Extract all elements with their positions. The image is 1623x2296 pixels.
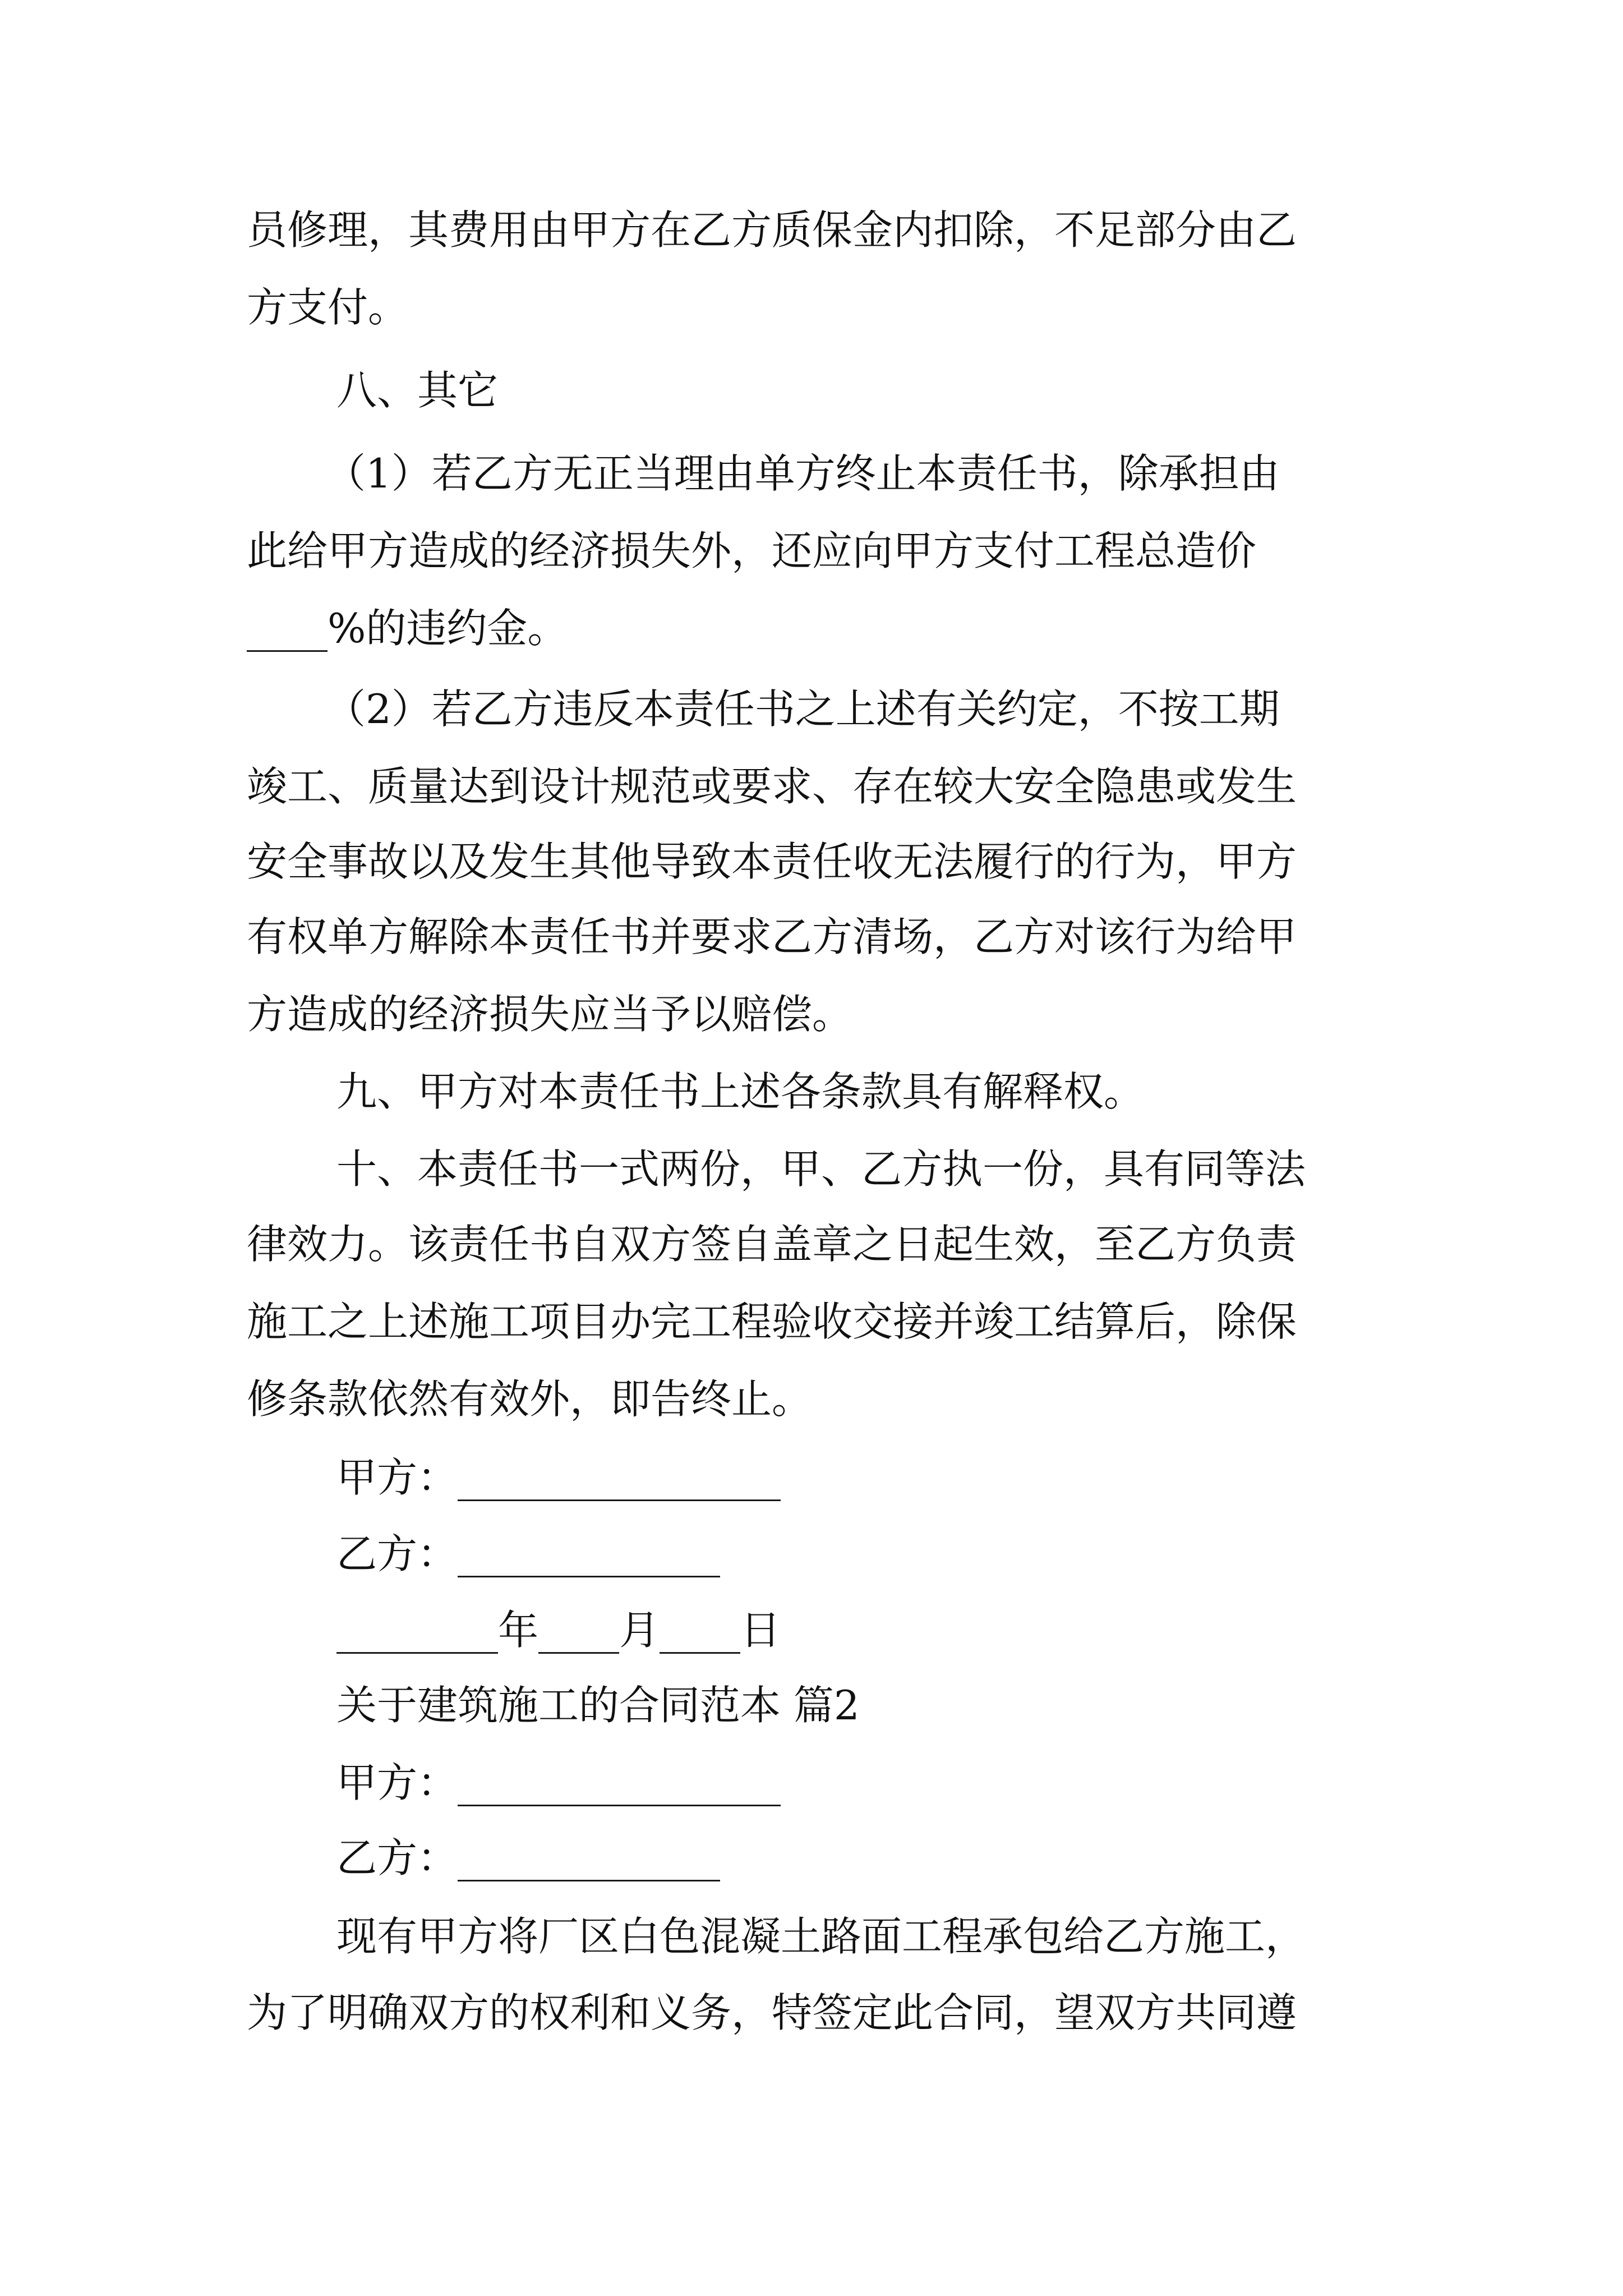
text-line: 十、本责任书一式两份，甲、乙方执一份，具有同等法 bbox=[336, 1145, 1306, 1193]
text-line: 施工之上述施工项目办完工程验收交接并竣工结算后，除保 bbox=[247, 1298, 1297, 1345]
section-title: 关于建筑施工的合同范本 篇2 bbox=[336, 1682, 860, 1729]
date-line: ________年____月____日 bbox=[336, 1607, 781, 1654]
text-line: 修条款依然有效外，即告终止。 bbox=[247, 1375, 813, 1423]
section-heading: 八、其它 bbox=[336, 367, 499, 414]
text-line: 有权单方解除本责任书并要求乙方清场，乙方对该行为给甲 bbox=[247, 913, 1297, 960]
text-line: （2）若乙方违反本责任书之上述有关约定，不按工期 bbox=[325, 685, 1280, 733]
text-line: 竣工、质量达到设计规范或要求、存在较大安全隐患或发生 bbox=[247, 763, 1297, 810]
text-line: 方造成的经济损失应当予以赔偿。 bbox=[247, 991, 853, 1038]
text-line: 方支付。 bbox=[247, 284, 409, 331]
text-line: 律效力。该责任书自双方签自盖章之日起生效，至乙方负责 bbox=[247, 1221, 1297, 1268]
party-b-signature-line: 乙方：_____________ bbox=[336, 1530, 721, 1577]
text-line: 为了明确双方的权利和义务，特签定此合同，望双方共同遵 bbox=[247, 1989, 1297, 2036]
party-a-signature-line: 甲方：________________ bbox=[336, 1759, 781, 1806]
text-line: 现有甲方将厂区白色混凝土路面工程承包给乙方施工， bbox=[336, 1913, 1306, 1960]
text-line bbox=[247, 203, 1376, 257]
text-line: 安全事故以及发生其他导致本责任收无法履行的行为，甲方 bbox=[247, 838, 1297, 885]
text-line: 此给甲方造成的经济损失外，还应向甲方支付工程总造价 bbox=[247, 527, 1257, 574]
text-line-content: 员修理，其费用由甲方在乙方质保金内扣除，不足部分由乙 bbox=[247, 206, 1297, 254]
text-line: ____%的违约金。 bbox=[247, 605, 568, 652]
party-a-signature-line: 甲方：________________ bbox=[336, 1454, 781, 1501]
text-line: 九、甲方对本责任书上述各条款具有解释权。 bbox=[336, 1068, 1145, 1115]
party-b-signature-line: 乙方：_____________ bbox=[336, 1834, 721, 1881]
text-line: （1）若乙方无正当理由单方终止本责任书，除承担由 bbox=[325, 450, 1280, 497]
